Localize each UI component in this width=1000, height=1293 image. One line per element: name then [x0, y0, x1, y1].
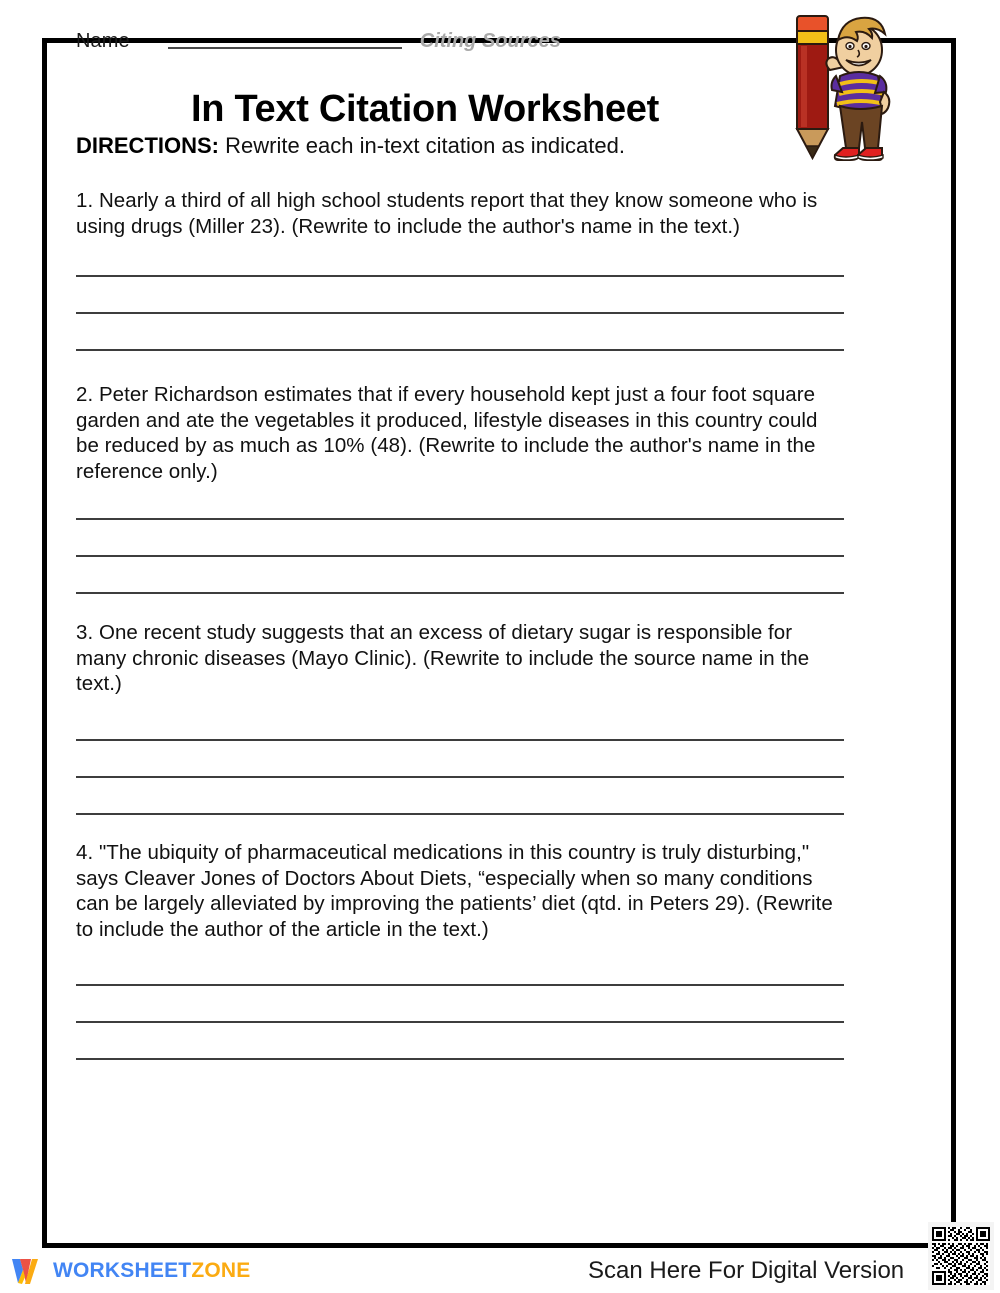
brand-text — [53, 1259, 250, 1283]
page-title: In Text Citation Worksheet — [191, 88, 659, 130]
answer-line[interactable] — [76, 275, 844, 277]
question-text-3: 3. One recent study suggests that an excess of dietary sugar is responsible for many chronic diseases (Mayo Clinic). (Rewrite to include the source name in the text.) — [76, 621, 810, 695]
brand-text-worksheet: WORKSHEET — [53, 1259, 192, 1282]
question-text-1: 1. Nearly a third of all high school students report that they know someone who is using drugs (Miller 23). (Rewrite to include the author's name in the text.) — [76, 189, 818, 238]
answer-line[interactable] — [76, 776, 844, 778]
w-logo-mark-icon — [10, 1256, 44, 1286]
answer-line[interactable] — [76, 739, 844, 741]
directions-label: DIRECTIONS: — [76, 133, 219, 158]
directions-text: Rewrite each in-text citation as indicated. — [219, 133, 625, 158]
boy-figure-icon — [826, 18, 889, 160]
answer-line[interactable] — [76, 1058, 844, 1060]
answer-line[interactable] — [76, 592, 844, 594]
question-block-1 — [76, 188, 844, 351]
worksheet-zone-logo[interactable] — [10, 1254, 250, 1288]
boy-with-pencil-illustration — [770, 8, 910, 173]
directions-row — [76, 132, 816, 160]
answer-line[interactable] — [76, 312, 844, 314]
answer-line[interactable] — [76, 1021, 844, 1023]
page-footer — [0, 1250, 1000, 1293]
answer-line[interactable] — [76, 518, 844, 520]
answer-lines-1 — [76, 275, 844, 351]
answer-line[interactable] — [76, 984, 844, 986]
question-block-2 — [76, 382, 844, 594]
answer-lines-2 — [76, 518, 844, 594]
answer-line[interactable] — [76, 813, 844, 815]
name-label: Name — [76, 30, 130, 52]
pencil-icon — [797, 16, 828, 158]
worksheet-header — [76, 22, 636, 52]
name-blank-line[interactable] — [168, 47, 402, 49]
answer-line[interactable] — [76, 349, 844, 351]
brand-text-zone: ZONE — [191, 1259, 251, 1282]
subject-label: Citing Sources — [419, 30, 561, 52]
answer-lines-4 — [76, 984, 844, 1060]
question-block-3 — [76, 620, 844, 815]
question-text-4: 4. "The ubiquity of pharmaceutical medications in this country is truly disturbing," says Cleaver Jones of Doctors About Diets, “especially when so many conditions can be largely alleviated by improving the patients’ diet (qtd. in Peters 29). (Rewrite to include the author of the article in the text.) — [76, 841, 833, 941]
answer-lines-3 — [76, 739, 844, 815]
answer-line[interactable] — [76, 555, 844, 557]
scan-instruction-text: Scan Here For Digital Version — [588, 1257, 905, 1284]
question-block-4 — [76, 840, 844, 1060]
question-text-2: 2. Peter Richardson estimates that if every household kept just a four foot square garden and ate the vegetables it produced, lifestyle diseases in this country could be reduced by as much as 10% (48). (Rewrite to include the author's name in the reference only.) — [76, 383, 818, 483]
